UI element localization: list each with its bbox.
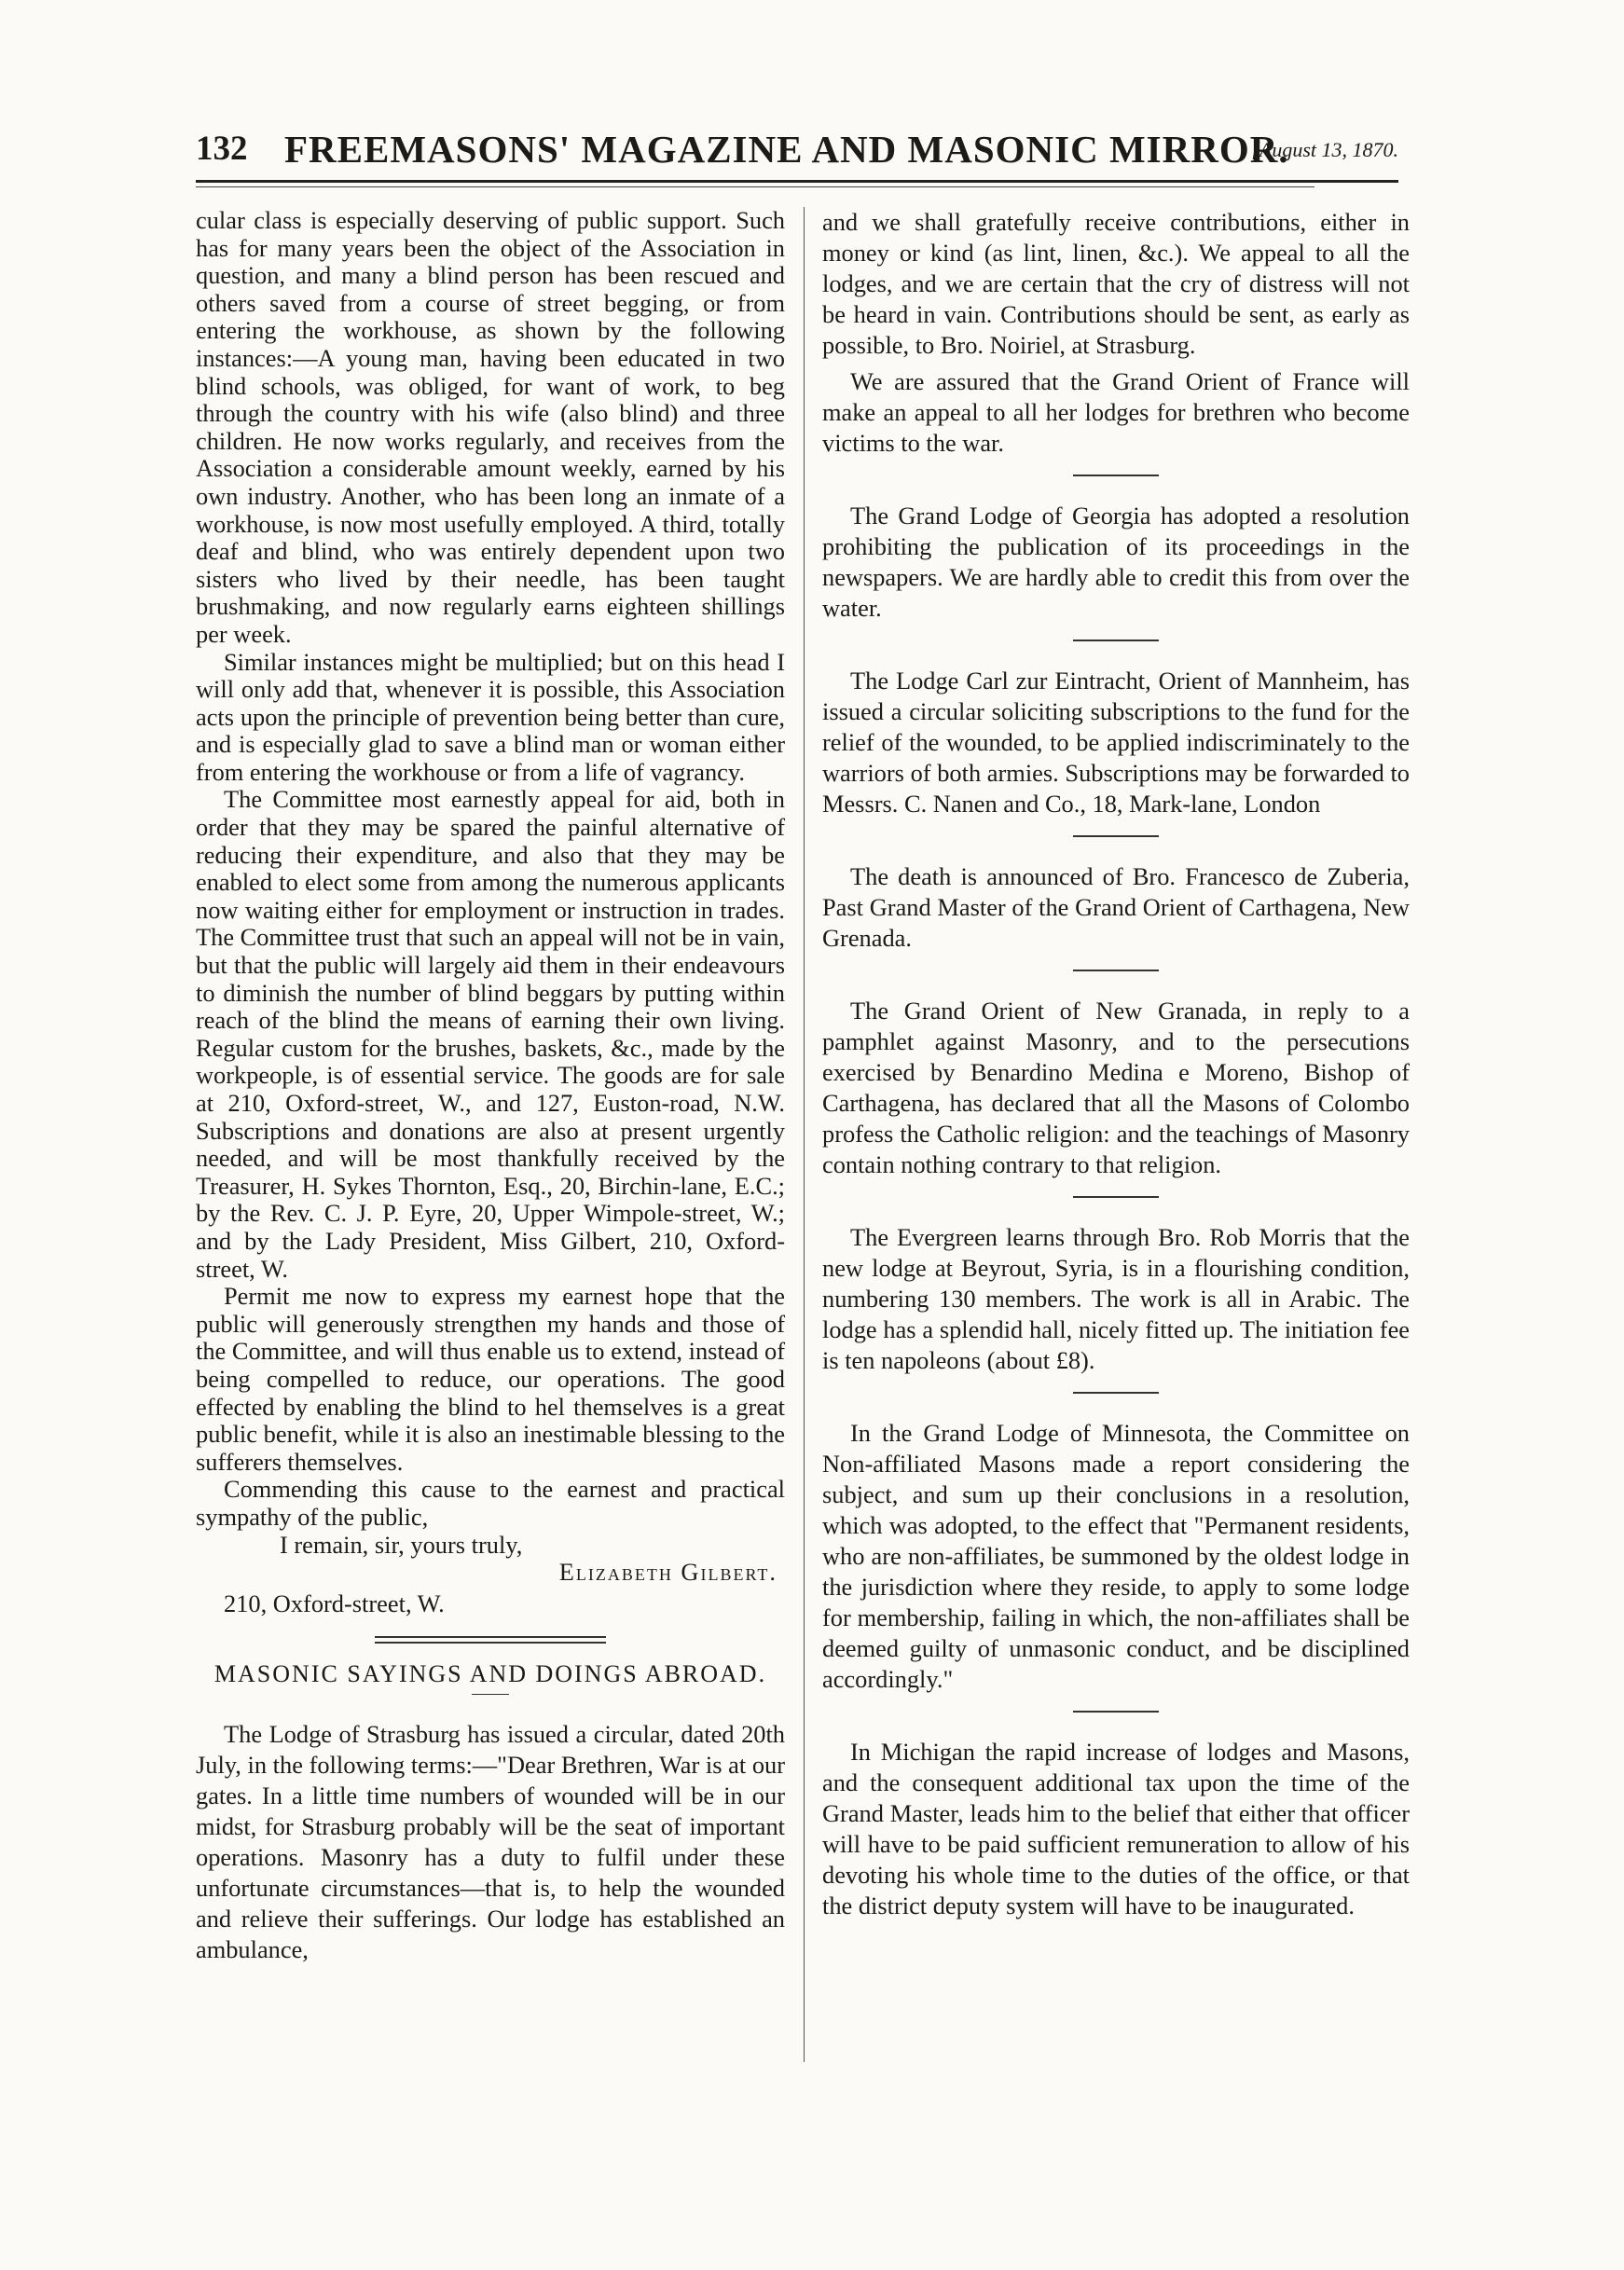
paragraph: Permit me now to express my earnest hope that the public will generously strengthen my hands and those of the Committee, and will thus enable us to extend, instead of being compelled to reduce, our operations. The good effected by enabling the blind to hel themselves is a great public benefit, while it is also an inestimable blessing to the sufferers themselves. (196, 1282, 785, 1476)
header-rule-thin (196, 186, 1314, 187)
header-rule (196, 180, 1398, 183)
letter-closing: I remain, sir, yours truly, (280, 1530, 523, 1559)
paragraph: and we shall gratefully receive contributions, either in money or kind (as lint, linen, &c.). We appeal to all the lodges, and we are certain that the cry of distress will not be heard in vain. Contributions should be sent, as early as possible, to Bro. Noiriel, at Strasburg. (822, 208, 1410, 359)
page-header (196, 121, 1398, 173)
paragraph: In Michigan the rapid increase of lodges and Masons, and the consequent additional tax upon the time of the Grand Master, leads him to the belief that either that officer will have to be paid sufficient remuneration to allow of his devoting his whole time to the duties of the office, or that the district deputy system will have to be inaugurated. (822, 1738, 1410, 1919)
paragraph: The Grand Orient of New Granada, in reply to a pamphlet against Masonry, and to the persecutions exercised by Benardino Medina e Moreno, Bishop of Carthagena, has declared that all the Masons of Colombo profess the Catholic religion: and the teachings of Masonry contain nothing contrary to that religion. (822, 997, 1410, 1178)
left-column (196, 207, 785, 1965)
magazine-title: FREEMASONS' MAGAZINE AND MASONIC MIRROR. (284, 128, 1289, 171)
item-separator (1073, 1392, 1159, 1394)
item-separator (1073, 475, 1159, 476)
item-separator (1073, 640, 1159, 641)
paragraph: The Grand Lodge of Georgia has adopted a resolution prohibiting the publication of its proceedings in the newspapers. We are hardly able to credit this from over the water. (822, 502, 1410, 622)
item-separator (1073, 835, 1159, 837)
letter-address: 210, Oxford-street, W. (224, 1589, 445, 1617)
item-separator (1073, 970, 1159, 971)
right-column (822, 207, 1410, 1927)
letter-signature: Elizabeth Gilbert. (558, 1558, 778, 1587)
paragraph: The Lodge Carl zur Eintracht, Orient of Mannheim, has issued a circular soliciting subscriptions to the fund for the relief of the wounded, to be applied indiscriminately to the warriors of both armies. Subscriptions may be forwarded to Messrs. C. Nanen and Co., 18, Mark-lane, London (822, 667, 1410, 818)
item-separator (1073, 1711, 1159, 1713)
paragraph: We are assured that the Grand Orient of France will make an appeal to all her lodges for brethren who become victims to the war. (822, 367, 1410, 457)
item-separator (1073, 1196, 1159, 1198)
section-heading: MASONIC SAYINGS AND DOINGS ABROAD. (213, 1660, 767, 1688)
issue-date: [August 13, 1870. (1251, 138, 1398, 161)
paragraph: The Committee most earnestly appeal for aid, both in order that they may be spared the painful alternative of reducing their expenditure, and also that they may be enabled to elect some from among the numerous applicants now waiting either for employment or instruction in trades. The Committee trust that such an appeal will not be in vain, but that the public will largely aid them in their endeavours to diminish the number of blind beggars by putting within reach of the blind the means of earning their own living. Regular custom for the brushes, baskets, &c., made by the workpeople, is of essential service. The goods are for sale at 210, Oxford-street, W., and 127, Euston-road, N.W. Subscriptions and donations are also at present urgently needed, and will be most thankfully received by the Treasurer, H. Sykes Thornton, Esq., 20, Birchin-lane, E.C.; by the Rev. C. J. P. Eyre, 20, Upper Wimpole-street, W.; and by the Lady President, Miss Gilbert, 210, Oxford-street, W. (196, 785, 785, 1283)
paragraph: The death is announced of Bro. Francesco de Zuberia, Past Grand Master of the Grand Orient of Carthagena, New Grenada. (822, 862, 1410, 952)
paragraph: cular class is especially deserving of public support. Such has for many years been the object of the Association in question, and many a blind person has been rescued and others saved from a course of street begging, or from entering the workhouse, as shown by the following instances:—A young man, having been educated in two blind schools, was obliged, for want of work, to beg through the country with his wife (also blind) and three children. He now works regularly, and receives from the Association a considerable amount weekly, earned by his own industry. Another, who has been long an inmate of a workhouse, is now most usefully employed. A third, totally deaf and blind, who was entirely dependent upon two sisters who lived by their needle, has been taught brushmaking, and now regularly earns eighteen shillings per week. (196, 206, 785, 648)
paragraph: The Lodge of Strasburg has issued a circular, dated 20th July, in the following terms:—"Dear Brethren, War is at our gates. In a little time numbers of wounded will be in our midst, for Strasburg probably will be the seat of important operations. Masonry has a duty to fulfil under these unfortunate circumstances—that is, to help the wounded and relieve their sufferings. Our lodge has established an ambulance, (196, 1719, 785, 1963)
page-number: 132 (196, 130, 248, 168)
paragraph: The Evergreen learns through Bro. Rob Morris that the new lodge at Beyrout, Syria, is in a flourishing condition, numbering 130 members. The work is all in Arabic. The lodge has a splendid hall, nicely fitted up. The initiation fee is ten napoleons (about £8). (822, 1223, 1410, 1374)
column-divider (804, 207, 805, 2062)
section-divider (375, 1636, 606, 1644)
heading-rule (472, 1694, 509, 1695)
paragraph: Similar instances might be multiplied; but on this head I will only add that, whenever it is possible, this Association acts upon the principle of prevention being better than cure, and is especially glad to save a blind man or woman either from entering the workhouse or from a life of vagrancy. (196, 647, 785, 786)
paragraph: Commending this cause to the earnest and practical sympathy of the public, (196, 1475, 785, 1531)
paragraph: In the Grand Lodge of Minnesota, the Committee on Non-affiliated Masons made a report considering the subject, and sum up their conclusions in a resolution, which was adopted, to the effect that "Permanent residents, who are non-affiliates, be summoned by the oldest lodge in the jurisdiction where they reside, to apply to some lodge for membership, failing in which, the non-affiliates shall be deemed guilty of unmasonic conduct, and be disciplined accordingly." (822, 1419, 1410, 1693)
